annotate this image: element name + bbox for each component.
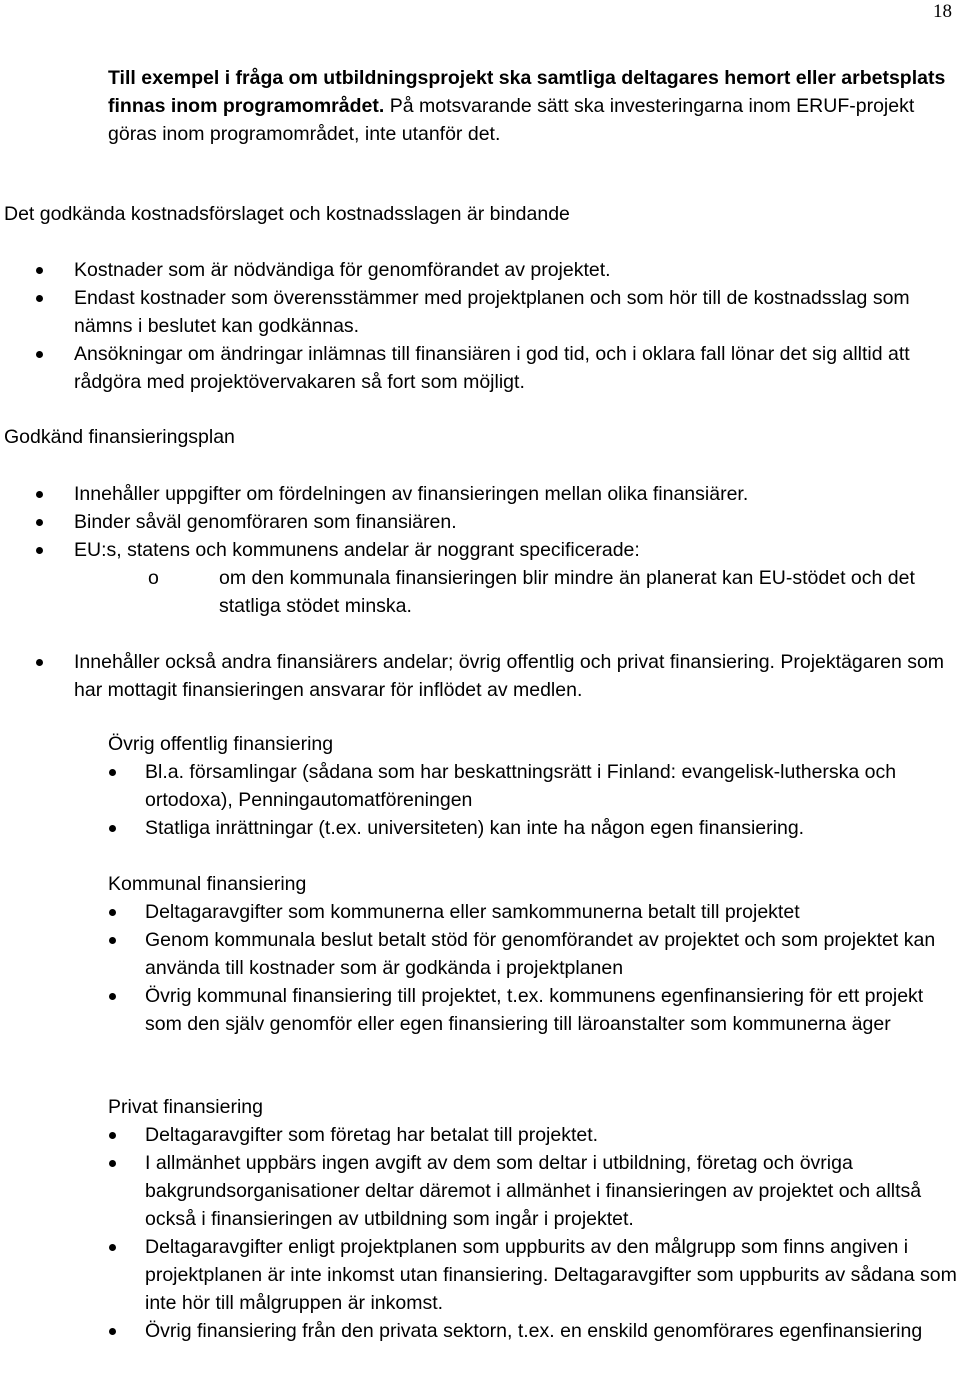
list-item: Innehåller uppgifter om fördelningen av finansieringen mellan olika finansiärer. bbox=[0, 480, 958, 508]
list-item: Kostnader som är nödvändiga för genomförandet av projektet. bbox=[0, 256, 958, 284]
intro-bold-text: Till exempel i fråga om utbildningsprojekt ska samtliga deltagares hemort eller arbetsplats finnas inom programområdet. bbox=[108, 67, 946, 117]
private-list bbox=[0, 1121, 958, 1345]
plan-heading: Godkänd finansieringsplan bbox=[4, 426, 235, 448]
list-item: Deltagaravgifter som företag har betalat till projektet. bbox=[0, 1121, 958, 1149]
list-item: Genom kommunala beslut betalt stöd för genomförandet av projektet och som projektet kan använda till kostnader som är godkända i projektplanen bbox=[0, 926, 958, 982]
list-item bbox=[0, 536, 958, 620]
private-heading: Privat finansiering bbox=[108, 1096, 263, 1118]
list-item: Ansökningar om ändringar inlämnas till finansiären i god tid, och i oklara fall lönar det sig alltid att rådgöra med projektövervakaren så fort som möjligt. bbox=[0, 340, 958, 396]
list-item: Binder såväl genomföraren som finansiären. bbox=[0, 508, 958, 536]
public-heading: Övrig offentlig finansiering bbox=[108, 733, 334, 755]
list-item: I allmänhet uppbärs ingen avgift av dem som deltar i utbildning, företag och övriga bakgrundsorganisationer deltar däremot i allmänhet i finansieringen av projektet och alltså också i finansieringen av utbildning som ingår i projektet. bbox=[0, 1149, 958, 1233]
plan-list-continued bbox=[0, 648, 958, 704]
budget-list bbox=[0, 256, 958, 396]
sub-list bbox=[74, 564, 958, 620]
intro-paragraph bbox=[108, 64, 953, 148]
municipal-heading: Kommunal finansiering bbox=[108, 873, 307, 895]
list-item: Deltagaravgifter enligt projektplanen som uppburits av den målgrupp som finns angiven i projektplanen är inte inkomst utan finansiering. Deltagaravgifter som uppburits av sådana som inte hör till målgruppen är inkomst. bbox=[0, 1233, 958, 1317]
list-item: Övrig kommunal finansiering till projektet, t.ex. kommunens egenfinansiering för ett projekt som den själv genomför eller egen finansiering till läroanstalter som kommunerna äger bbox=[0, 982, 958, 1038]
page-number: 18 bbox=[933, 1, 952, 22]
list-item: Innehåller också andra finansiärers andelar; övrig offentlig och privat finansiering. Projektägaren som har mottagit finansieringen ansvarar för inflödet av medlen. bbox=[0, 648, 958, 704]
plan-list bbox=[0, 480, 958, 620]
list-item: Bl.a. församlingar (sådana som har beskattningsrätt i Finland: evangelisk-lutherska och ortodoxa), Penningautomatföreningen bbox=[0, 758, 958, 814]
list-item: Statliga inrättningar (t.ex. universiteten) kan inte ha någon egen finansiering. bbox=[0, 814, 958, 842]
municipal-list bbox=[0, 898, 958, 1038]
intro-normal-text: På motsvarande sätt ska investeringarna inom ERUF-projekt göras inom programområdet, inte utanför det. bbox=[108, 95, 915, 145]
list-item-text: EU:s, statens och kommunens andelar är noggrant specificerade: bbox=[74, 539, 640, 561]
list-item: Endast kostnader som överensstämmer med projektplanen och som hör till de kostnadsslag som nämns i beslutet kan godkännas. bbox=[0, 284, 958, 340]
budget-heading: Det godkända kostnadsförslaget och kostnadsslagen är bindande bbox=[4, 203, 570, 225]
sub-list-item: o om den kommunala finansieringen blir mindre än planerat kan EU-stödet och det statliga stödet minska. bbox=[74, 564, 958, 620]
public-list bbox=[0, 758, 958, 842]
list-item: Övrig finansiering från den privata sektorn, t.ex. en enskild genomförares egenfinansiering bbox=[0, 1317, 958, 1345]
list-item: Deltagaravgifter som kommunerna eller samkommunerna betalt till projektet bbox=[0, 898, 958, 926]
